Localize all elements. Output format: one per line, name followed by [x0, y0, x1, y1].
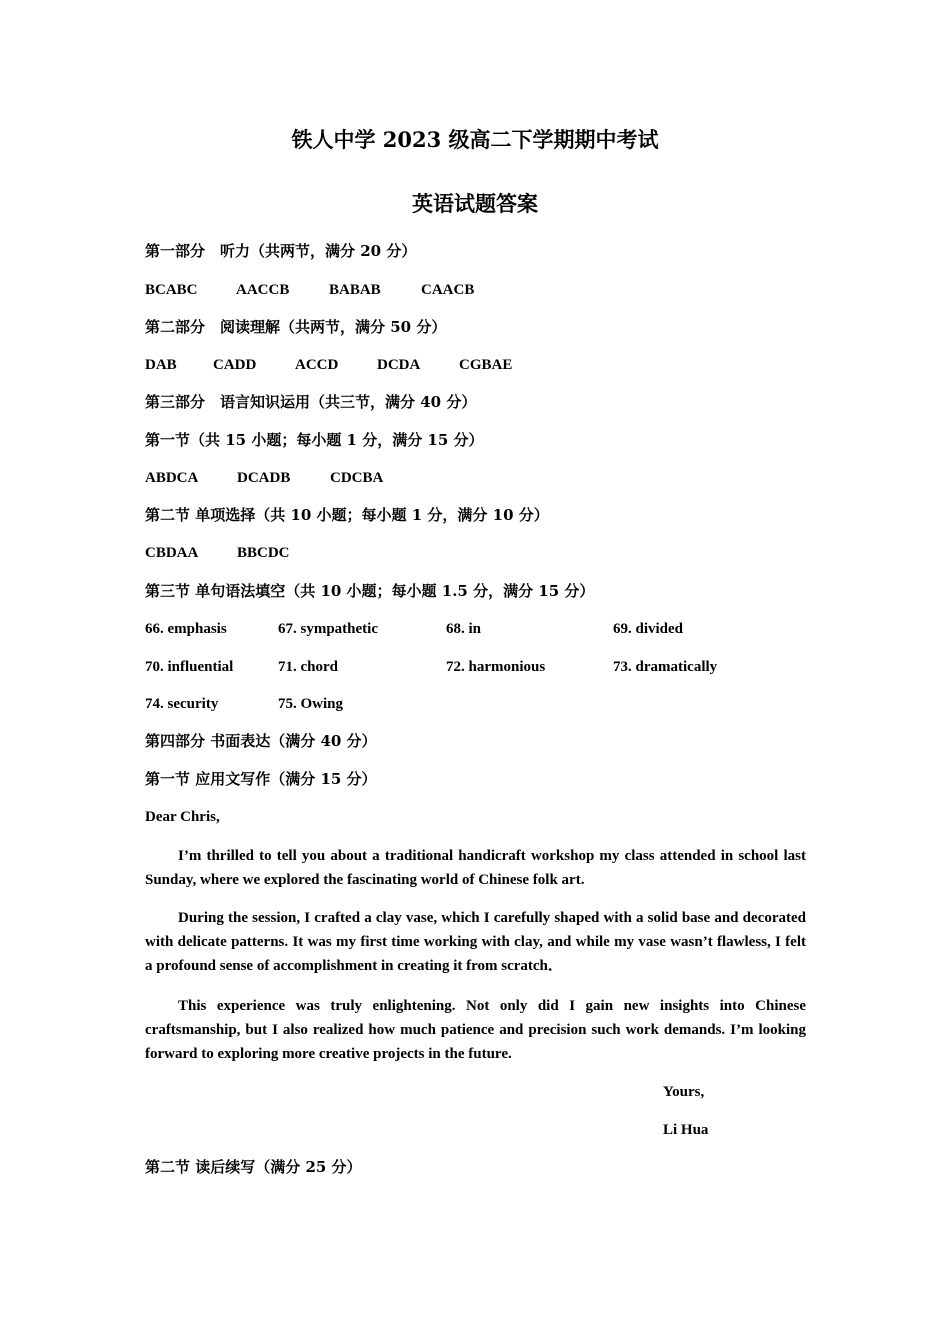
- part2-answer-group: CADD: [213, 357, 257, 373]
- part3-section3-heading: 第三节 单句语法填空（共 10 小题；每小题 1.5 分，满分 15 分）: [145, 582, 595, 600]
- part2-answer-group: DCDA: [377, 357, 421, 373]
- grammar-answer: 72. harmonious: [446, 659, 546, 675]
- grammar-answer: 70. influential: [145, 659, 234, 675]
- grammar-answer: 69. divided: [613, 621, 684, 637]
- part2-answer-group: DAB: [145, 357, 177, 373]
- grammar-answer: 75. Owing: [278, 696, 344, 712]
- letter-paragraph: During the session, I crafted a clay vase, which I carefully shaped with a solid base and decorated with delicate patterns. It was my first time working with clay, and while my vase wasn’t flawless, I felt a profound sense of accomplishment in creating it from scratch．: [145, 910, 806, 974]
- grammar-answer: 74. security: [145, 696, 219, 712]
- part4-heading: 第四部分 书面表达（满分 40 分）: [145, 732, 377, 750]
- part3-section2-heading: 第二节 单项选择（共 10 小题；每小题 1 分，满分 10 分）: [145, 506, 549, 524]
- part3-section2-answer-group: CBDAA: [145, 545, 199, 561]
- part4-section2-heading: 第二节 读后续写（满分 25 分）: [145, 1158, 362, 1176]
- letter-signature: Li Hua: [663, 1122, 709, 1138]
- part2-heading: 第二部分 阅读理解（共两节，满分 50 分）: [145, 318, 447, 336]
- grammar-answer: 71. chord: [278, 659, 338, 675]
- part3-heading: 第三部分 语言知识运用（共三节，满分 40 分）: [145, 393, 477, 411]
- grammar-answer: 66. emphasis: [145, 621, 227, 637]
- part1-answer-group: CAACB: [421, 282, 475, 298]
- letter-closing: Yours,: [663, 1084, 705, 1100]
- part3-section1-heading: 第一节（共 15 小题；每小题 1 分，满分 15 分）: [145, 431, 484, 449]
- part3-section1-answer-group: ABDCA: [145, 470, 199, 486]
- part1-answer-group: BCABC: [145, 282, 198, 298]
- part3-section1-answer-group: CDCBA: [330, 470, 384, 486]
- part2-answer-group: ACCD: [295, 357, 339, 373]
- document-title: 铁人中学 2023 级高二下学期期中考试: [291, 127, 659, 152]
- letter-salutation: Dear Chris,: [145, 809, 220, 825]
- letter-paragraph: I’m thrilled to tell you about a traditional handicraft workshop my class attended in school last Sunday, where we explored the fascinating world of Chinese folk art.: [145, 848, 806, 888]
- grammar-answer: 68. in: [446, 621, 482, 637]
- document-subtitle: 英语试题答案: [412, 191, 538, 216]
- part1-answer-group: BABAB: [329, 282, 381, 298]
- grammar-answer: 67. sympathetic: [278, 621, 378, 637]
- part4-section1-heading: 第一节 应用文写作（满分 15 分）: [145, 770, 377, 788]
- grammar-answer: 73. dramatically: [613, 659, 718, 675]
- part2-answer-group: CGBAE: [459, 357, 513, 373]
- letter-paragraph: This experience was truly enlightening. Not only did I gain new insights into Chinese craftsmanship, but I also realized how much patience and precision such work demands. I’m looking forward to exploring more creative projects in the future.: [145, 998, 806, 1062]
- part3-section2-answer-group: BBCDC: [237, 545, 290, 561]
- part3-section1-answer-group: DCADB: [237, 470, 291, 486]
- part1-answer-group: AACCB: [236, 282, 290, 298]
- part1-heading: 第一部分 听力（共两节，满分 20 分）: [145, 242, 417, 260]
